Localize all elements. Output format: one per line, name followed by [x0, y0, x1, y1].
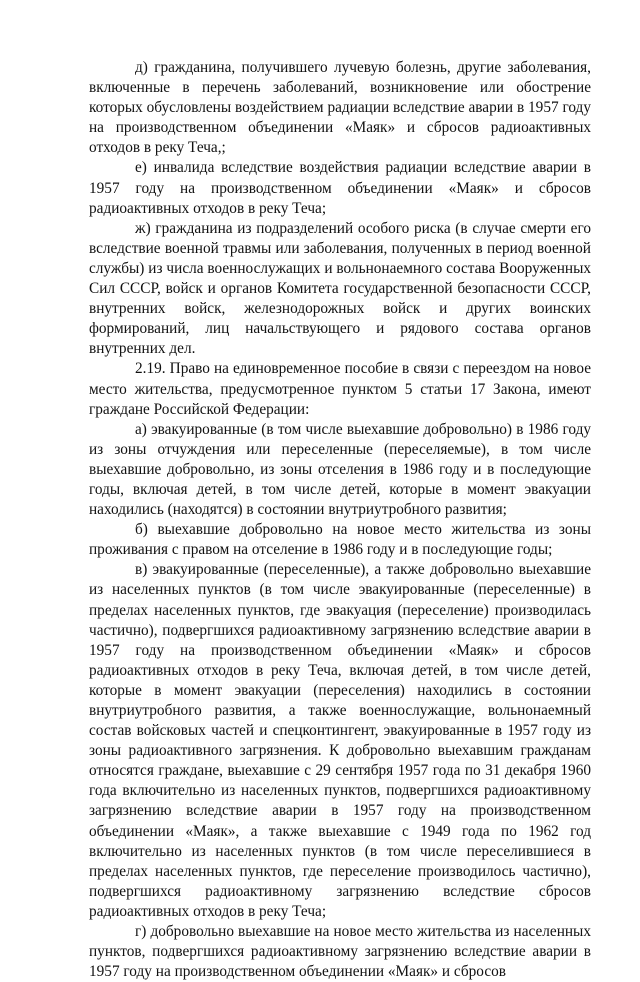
paragraph-d: д) гражданина, получившего лучевую болезнь, другие заболевания, включенные в перечень заболеваний, возникновение или обострение которых обусловлены воздействием радиации вследствие аварии в 1957 году на производственном объединении «Маяк» и сбросов радиоактивных отходов в реку Теча,; — [89, 59, 591, 157]
paragraph-zh: ж) гражданина из подразделений особого риска (в случае смерти его вследствие военной травмы или заболевания, полученных в период военной службы) из числа военнослужащих и вольнонаемного состава Вооруженных Сил СССР, войск и органов Комитета государственной безопасности СССР, внутренних войск, железнодорожных войск и других воинских формирований, лиц начальствующего и рядового состава органов внутренних дел. — [89, 219, 591, 358]
paragraph-v: в) эвакуированные (переселенные), а также добровольно выехавшие из населенных пунктов (в том числе эвакуированные (переселенные) в пределах населенных пунктов, где эвакуация (переселение) производилась частично), подвергшихся радиоактивному загрязнению вследствие аварии в 1957 году на производственном объединении «Маяк» и сбросов радиоактивных отходов в реку Теча, включая детей, в том числе детей, которые в момент эвакуации (переселения) находились в состоянии внутриутробного развития, а также военнослужащие, вольнонаемный состав войсковых частей и спецконтингент, эвакуированные в 1957 году из зоны радиоактивного загрязнения. К добровольно выехавшим гражданам относятся граждане, выехавшие с 29 сентября 1957 года по 31 декабря 1960 года включительно из населенных пунктов, подвергшихся радиоактивному загрязнению вследствие аварии в 1957 году на производственном объединении «Маяк», а также выехавшие с 1949 года по 1962 год включительно из населенных пунктов (в том числе переселившиеся в пределах населенных пунктов, где переселение производилось частично), подвергшихся радиоактивному загрязнению вследствие сбросов радиоактивных отходов в реку Теча; — [89, 561, 591, 920]
paragraph-b: б) выехавшие добровольно на новое место жительства из зоны проживания с правом на отселение в 1986 году и в последующие годы; — [89, 521, 591, 559]
paragraph-a: а) эвакуированные (в том числе выехавшие добровольно) в 1986 году из зоны отчуждения или переселенные (переселяемые), в том числе выехавшие добровольно, из зоны отселения в 1986 году и в последующие годы, включая детей, в том числе детей, которые в момент эвакуации находились (находятся) в состоянии внутриутробного развития; — [89, 420, 591, 519]
paragraph-g: г) добровольно выехавшие на новое место жительства из населенных пунктов, подвергшихся радиоактивному загрязнению вследствие аварии в 1957 году на производственном объединении «Маяк» и сбросов — [89, 923, 591, 981]
paragraph-2-19: 2.19. Право на единовременное пособие в связи с переездом на новое место жительства, предусмотренное пунктом 5 статьи 17 Закона, имеют граждане Российской Федерации: — [89, 360, 591, 418]
paragraph-e: е) инвалида вследствие воздействия радиации вследствие аварии в 1957 году на производственном объединении «Маяк» и сбросов радиоактивных отходов в реку Теча; — [89, 159, 591, 217]
